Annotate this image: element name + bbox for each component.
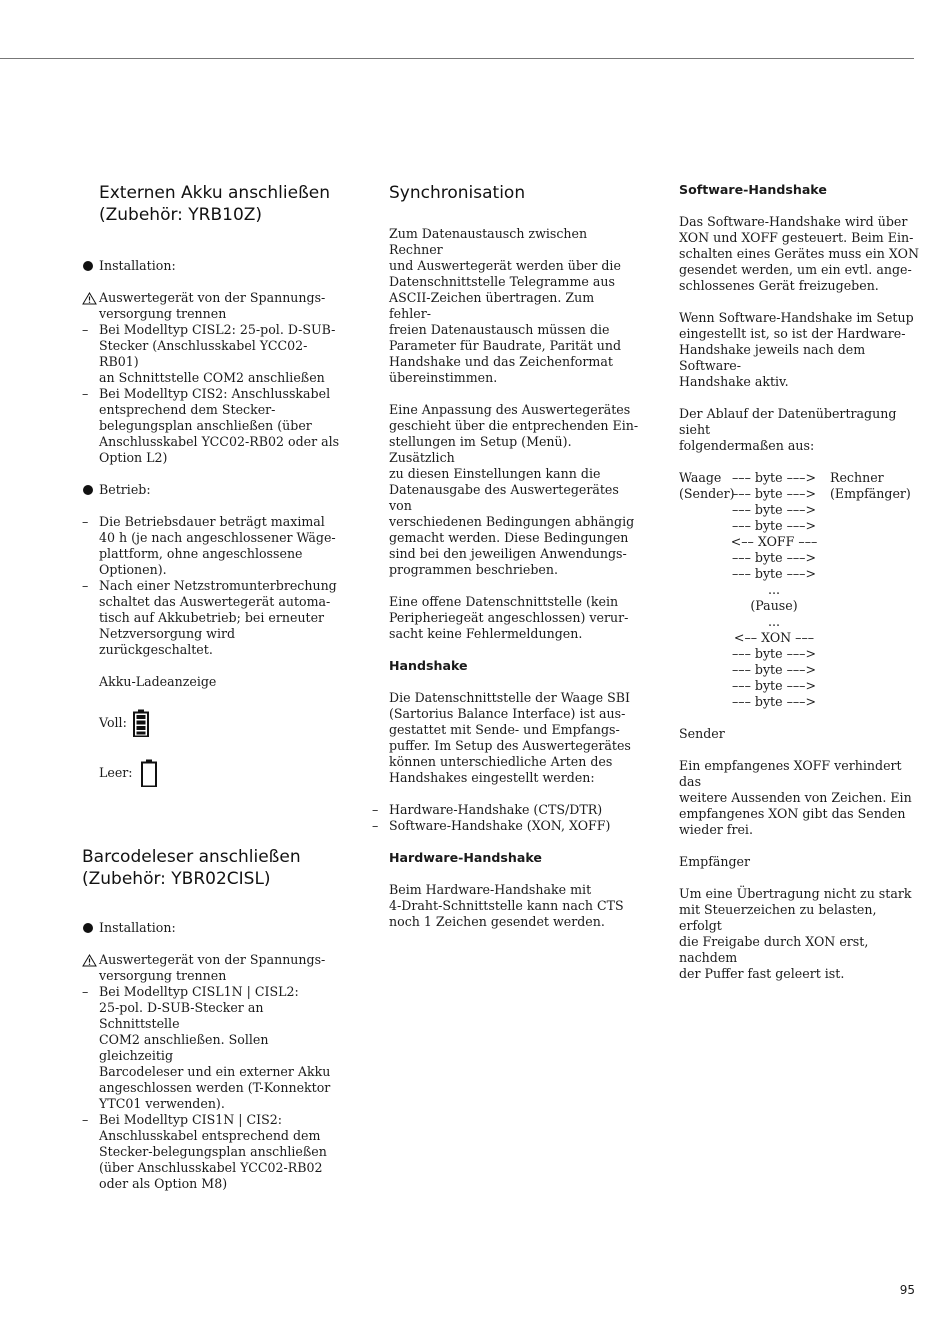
- warning-triangle-icon: [82, 954, 97, 967]
- column-left: [82, 182, 342, 1192]
- flow-line: ––– byte –––>: [731, 646, 817, 661]
- synchronisation-heading: Synchronisation: [389, 183, 526, 203]
- paragraph: Zum Datenaustausch zwischen Rechner und Auswertegerät werden über die Datenschnittstelle Telegramme aus ASCII-Zeichen übertragen. Zum fehler- freien Datenaustausch müssen die Parameter für Baudrate, Parität und Handshake und das Zeichenformat übereinstimmen.: [389, 226, 622, 385]
- flow-line: ––– byte –––>: [731, 550, 817, 565]
- list-item-line: Netzversorgung wird zurückgeschaltet.: [99, 626, 236, 657]
- list-item: – Nach einer Netzstromunterbrechung schaltet das Auswertegerät automa- tisch auf Akkubetrieb; bei erneuter Netzversorgung wird zurückgeschaltet.: [82, 578, 342, 658]
- list-item-line: Bei Modelltyp CIS1N | CIS2:: [99, 1112, 283, 1127]
- flow-line: <–– XOFF –––: [730, 534, 818, 549]
- flow-line: ––– byte –––>: [731, 502, 817, 517]
- list-item-line: Bei Modelltyp CISL2: 25-pol. D-SUB-: [99, 322, 336, 337]
- list-item-line: (über Anschlusskabel YCC02-RB02: [99, 1160, 323, 1175]
- bullet-icon: [83, 923, 93, 933]
- software-handshake-heading: Software-Handshake: [679, 182, 827, 197]
- voll-label: Voll:: [99, 715, 127, 730]
- list-item-line: tisch auf Akkubetrieb; bei erneuter: [99, 610, 325, 625]
- list-item: – Hardware-Handshake (CTS/DTR): [372, 802, 603, 817]
- warning-text: Auswertegerät von der Spannungs-: [99, 290, 326, 305]
- list-item-line: an Schnittstelle COM2 anschließen: [99, 370, 325, 385]
- list-item-line: 25-pol. D-SUB-Stecker an Schnittstelle: [99, 1000, 264, 1031]
- bullet-icon: [83, 485, 93, 495]
- battery-empty-row: [82, 758, 342, 788]
- paragraph: Das Software-Handshake wird über XON und XOFF gesteuert. Beim Ein- schalten eines Gerätes muss ein XON gesendet werden, um ein evtl. ange- schlossenes Gerät freizugeben.: [679, 214, 919, 293]
- empfaenger-label: Empfänger: [679, 854, 751, 869]
- battery-empty-icon: [141, 759, 157, 787]
- flow-line: (Pause): [750, 598, 798, 613]
- warning-item: [82, 952, 342, 984]
- barcode-heading-line2: (Zubehör: YBR02CISL): [82, 869, 271, 889]
- battery-heading-line2: (Zubehör: YRB10Z): [99, 205, 263, 225]
- list-item-line: Stecker (Anschlusskabel YCC02-RB01): [99, 338, 308, 369]
- column-middle: [372, 182, 639, 930]
- list-item-line: Barcodeleser und ein externer Akku: [99, 1064, 331, 1079]
- leer-label: Leer:: [99, 765, 133, 780]
- sender-label: Sender: [679, 726, 725, 741]
- bullet-icon: [83, 261, 93, 271]
- waage-label: Waage: [679, 470, 722, 485]
- warning-item: [82, 290, 342, 322]
- battery-full-row: [82, 708, 342, 738]
- battery-full-icon: [133, 709, 149, 737]
- list-item-line: Nach einer Netzstromunterbrechung: [99, 578, 337, 593]
- barcode-section-heading: [82, 846, 342, 890]
- installation-bullet: [82, 920, 342, 936]
- list-item-line: angeschlossen werden (T-Konnektor: [99, 1080, 331, 1095]
- list-item-line: Die Betriebsdauer beträgt maximal: [99, 514, 325, 529]
- list-item-line: oder als Option M8): [99, 1176, 228, 1191]
- flow-line: ––– byte –––>: [731, 486, 817, 501]
- warning-text: versorgung trennen: [99, 968, 227, 983]
- list-item: – Bei Modelltyp CIS1N | CIS2: Anschlusskabel entsprechend dem Stecker-belegungsplan anschließen (über Anschlusskabel YCC02-RB02 oder als Option M8): [82, 1112, 342, 1192]
- header-rule: [0, 58, 914, 59]
- installation-label: Installation:: [99, 920, 176, 935]
- flow-line: ...: [767, 614, 780, 629]
- handshake-list: [372, 802, 639, 834]
- flow-line: ––– byte –––>: [731, 518, 817, 533]
- battery-heading-line1: Externen Akku anschließen: [99, 183, 331, 203]
- warning-text: Auswertegerät von der Spannungs-: [99, 952, 326, 967]
- betrieb-label: Betrieb:: [99, 482, 151, 497]
- list-item-line: Optionen).: [99, 562, 167, 577]
- flow-line: ––– byte –––>: [731, 662, 817, 677]
- akku-label: Akku-Ladeanzeige: [99, 674, 217, 689]
- page-number: 95: [899, 1283, 915, 1297]
- flow-line: ...: [767, 582, 780, 597]
- battery-section-heading: [82, 182, 342, 226]
- installation-label: Installation:: [99, 258, 176, 273]
- list-item-line: Bei Modelltyp CIS2: Anschlusskabel: [99, 386, 331, 401]
- paragraph: Beim Hardware-Handshake mit 4-Draht-Schnittstelle kann nach CTS noch 1 Zeichen gesendet werden.: [389, 882, 624, 929]
- barcode-heading-line1: Barcodeleser anschließen: [82, 847, 301, 867]
- list-item-line: Bei Modelltyp CISL1N | CISL2:: [99, 984, 299, 999]
- list-item-line: Anschlusskabel entsprechend dem: [99, 1128, 321, 1143]
- paragraph: Um eine Übertragung nicht zu stark mit Steuerzeichen zu belasten, erfolgt die Freigabe durch XON erst, nachdem der Puffer fast geleert ist.: [679, 886, 912, 981]
- list-item-line: Anschlusskabel YCC02-RB02 oder als: [99, 434, 340, 449]
- flow-line: <–– XON –––: [733, 630, 815, 645]
- list-item-line: COM2 anschließen. Sollen gleichzeitig: [99, 1032, 269, 1063]
- list-item-line: belegungsplan anschließen (über: [99, 418, 312, 433]
- list-item: – Die Betriebsdauer beträgt maximal 40 h (je nach angeschlossener Wäge- plattform, ohne angeschlossene Optionen).: [82, 514, 342, 578]
- empfaenger-paren-label: (Empfänger): [830, 486, 911, 501]
- flow-line: ––– byte –––>: [731, 678, 817, 693]
- transfer-flow-diagram: [679, 470, 919, 710]
- list-item-line: plattform, ohne angeschlossene: [99, 546, 303, 561]
- list-item-line: YTC01 verwenden).: [99, 1096, 225, 1111]
- warning-triangle-icon: [82, 292, 97, 305]
- list-item-line: Stecker-belegungsplan anschließen: [99, 1144, 327, 1159]
- list-item: – Bei Modelltyp CISL1N | CISL2: 25-pol. D-SUB-Stecker an Schnittstelle COM2 anschließen. Sollen gleichzeitig Barcodeleser und ein externer Akku angeschlossen werden (T-Konnektor YTC01 verwenden).: [82, 984, 342, 1112]
- flow-line: ––– byte –––>: [731, 566, 817, 581]
- paragraph: Eine Anpassung des Auswertegerätes geschieht über die entprechenden Ein- stellungen im Setup (Menü). Zusätzlich zu diesen Einstellungen kann die Datenausgabe des Auswertegerätes von verschiedenen Bedingungen abhängig gemacht werden. Diese Bedingungen sind bei den jeweiligen Anwendungs- programmen beschrieben.: [389, 402, 639, 577]
- flow-sequence: [729, 470, 819, 710]
- handshake-heading: Handshake: [389, 658, 468, 673]
- paragraph: Wenn Software-Handshake im Setup eingestellt ist, so ist der Hardware- Handshake jeweils nach dem Software- Handshake aktiv.: [679, 310, 914, 389]
- list-item-line: schaltet das Auswertegerät automa-: [99, 594, 331, 609]
- flow-line: ––– byte –––>: [731, 470, 817, 485]
- list-item-line: entsprechend dem Stecker-: [99, 402, 276, 417]
- installation-bullet: [82, 258, 342, 274]
- paragraph: Die Datenschnittstelle der Waage SBI (Sartorius Balance Interface) ist aus- gestattet mit Sende- und Empfangs- puffer. Im Setup des Auswertegerätes können unterschiedliche Arten des Handshakes eingestellt werden:: [389, 690, 631, 785]
- column-right: [679, 182, 919, 982]
- list-item: – Software-Handshake (XON, XOFF): [372, 818, 611, 833]
- rechner-label: Rechner: [830, 470, 884, 485]
- warning-text: versorgung trennen: [99, 306, 227, 321]
- sender-paren-label: (Sender): [679, 486, 735, 501]
- flow-line: ––– byte –––>: [731, 694, 817, 709]
- list-item-line: Option L2): [99, 450, 168, 465]
- list-item: – Bei Modelltyp CISL2: 25-pol. D-SUB- Stecker (Anschlusskabel YCC02-RB01) an Schnittstelle COM2 anschließen: [82, 322, 342, 386]
- paragraph: Ein empfangenes XOFF verhindert das weitere Aussenden von Zeichen. Ein empfangenes XON gibt das Senden wieder frei.: [679, 758, 912, 837]
- list-item-line: 40 h (je nach angeschlossener Wäge-: [99, 530, 336, 545]
- paragraph: Der Ablauf der Datenübertragung sieht folgendermaßen aus:: [679, 406, 897, 453]
- hardware-handshake-heading: Hardware-Handshake: [389, 850, 542, 865]
- list-item: – Bei Modelltyp CIS2: Anschlusskabel entsprechend dem Stecker- belegungsplan anschließen (über Anschlusskabel YCC02-RB02 oder als Option L2): [82, 386, 342, 466]
- paragraph: Eine offene Datenschnittstelle (kein Peripheriegeät angeschlossen) verur- sacht keine Fehlermeldungen.: [389, 594, 629, 641]
- betrieb-bullet: [82, 482, 342, 498]
